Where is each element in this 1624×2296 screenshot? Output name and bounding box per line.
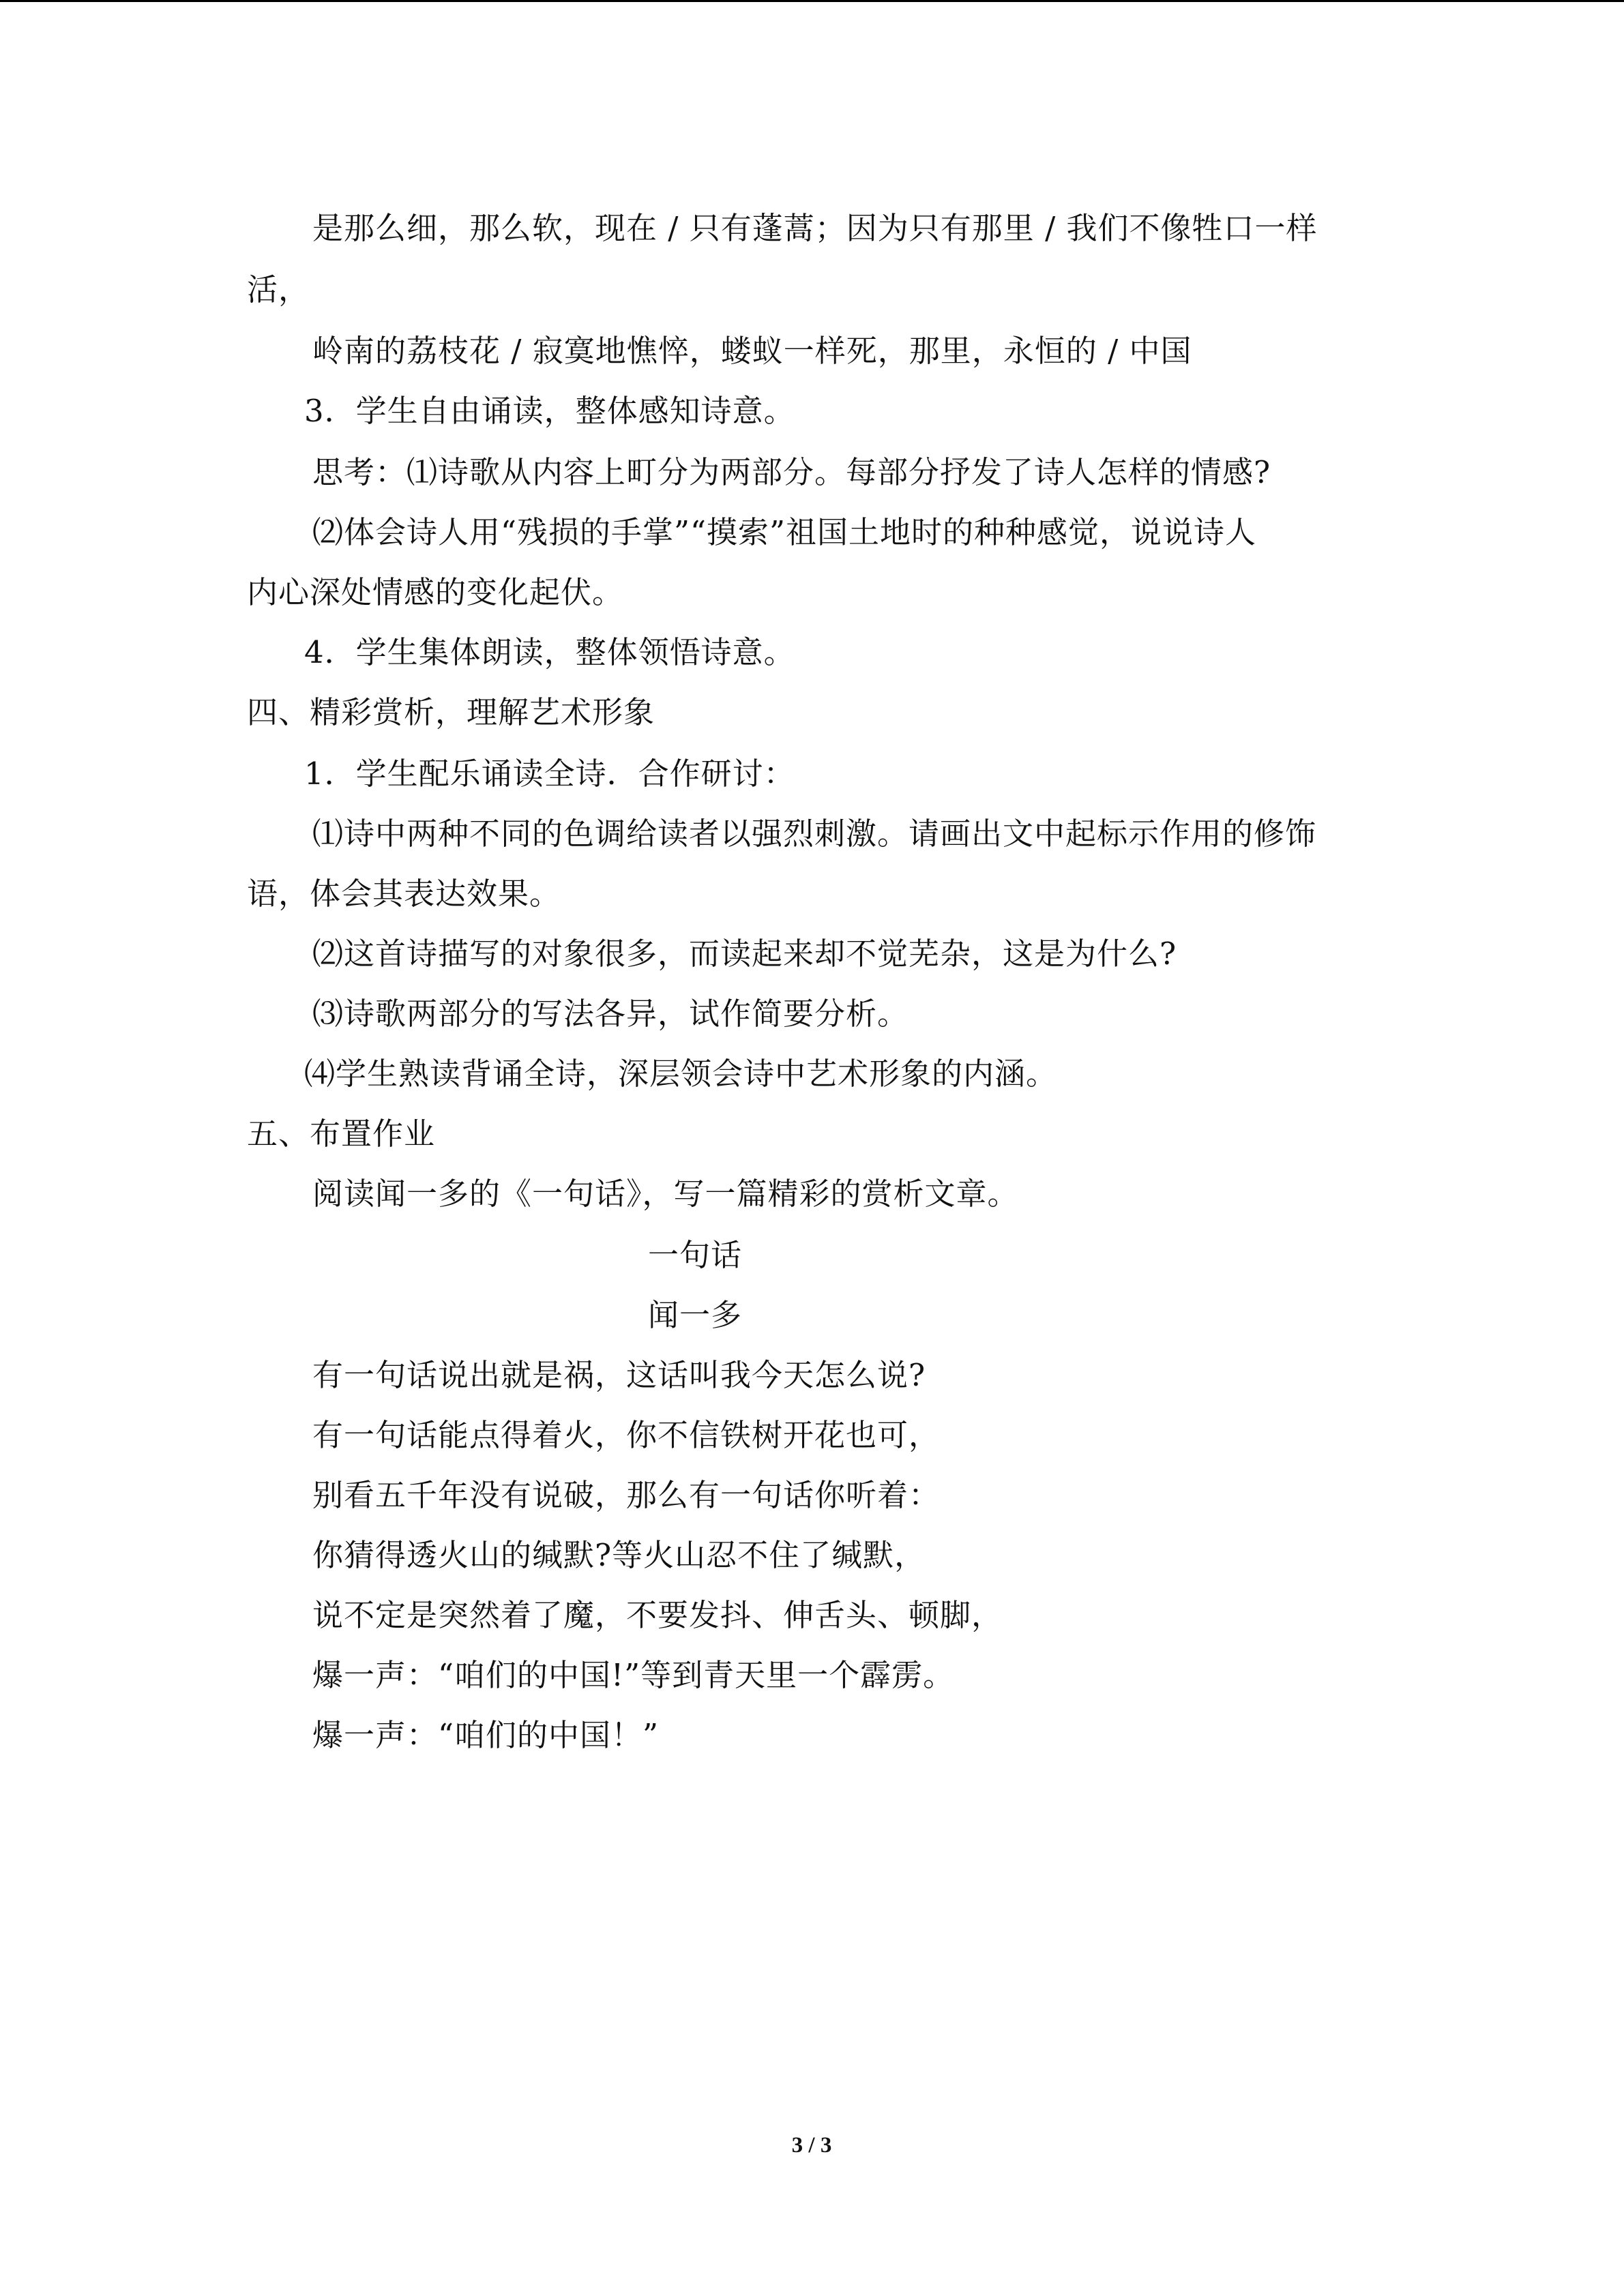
- text-line: 4．学生集体朗读，整体领悟诗意。: [304, 634, 795, 670]
- poem-line: 有一句话说出就是祸，这话叫我今天怎么说?: [312, 1357, 926, 1393]
- poem-line: 说不定是突然着了魔，不要发抖、伸舌头、顿脚，: [312, 1597, 1003, 1633]
- text-line: 语，体会其表达效果。: [247, 876, 561, 912]
- text-line: 内心深处情感的变化起伏。: [247, 574, 624, 610]
- section-heading: 五、布置作业: [247, 1116, 436, 1152]
- poem-line: 爆一声：“咱们的中国!”等到青天里一个霹雳。: [312, 1657, 955, 1693]
- poem-author: 闻一多: [648, 1297, 743, 1333]
- page-number: 3 / 3: [791, 2133, 832, 2158]
- text-line: 1．学生配乐诵读全诗．合作研讨：: [304, 756, 795, 792]
- poem-line: 有一句话能点得着火，你不信铁树开花也可，: [312, 1417, 941, 1453]
- section-heading: 四、精彩赏析，理解艺术形象: [247, 694, 655, 730]
- poem-line: 别看五千年没有说破，那么有一句话你听着：: [312, 1477, 941, 1513]
- poem-line: 你猜得透火山的缄默?等火山忍不住了缄默，: [312, 1537, 926, 1573]
- top-border: [0, 0, 1624, 2]
- text-line: ⑷学生熟读背诵全诗，深层领会诗中艺术形象的内涵。: [304, 1056, 1058, 1092]
- text-line: 思考：⑴诗歌从内容上町分为两部分。每部分抒发了诗人怎样的情感?: [312, 454, 1271, 490]
- poem-line: 爆一声：“咱们的中国！”: [312, 1717, 660, 1753]
- text-line: ⑵这首诗描写的对象很多，而读起来却不觉芜杂，这是为什么?: [312, 936, 1177, 972]
- text-line: ⑴诗中两种不同的色调给读者以强烈刺激。请画出文中起标示作用的修饰: [312, 816, 1317, 852]
- text-line: 岭南的荔枝花 / 寂寞地憔悴，蝼蚁一样死，那里，永恒的 / 中国: [312, 333, 1192, 369]
- text-line: 活，: [247, 271, 310, 308]
- text-line: 3．学生自由诵读，整体感知诗意。: [304, 393, 795, 429]
- text-line: ⑶诗歌两部分的写法各异，试作简要分析。: [312, 996, 909, 1032]
- text-line: 阅读闻一多的《一句话》，写一篇精彩的赏析文章。: [312, 1176, 1019, 1212]
- text-line: 是那么细，那么软，现在 / 只有蓬蒿；因为只有那里 / 我们不像牲口一样: [312, 210, 1318, 246]
- poem-title: 一句话: [648, 1237, 743, 1273]
- text-line: ⑵体会诗人用“残损的手掌”“摸索”祖国土地时的种种感觉，说说诗人: [312, 514, 1257, 550]
